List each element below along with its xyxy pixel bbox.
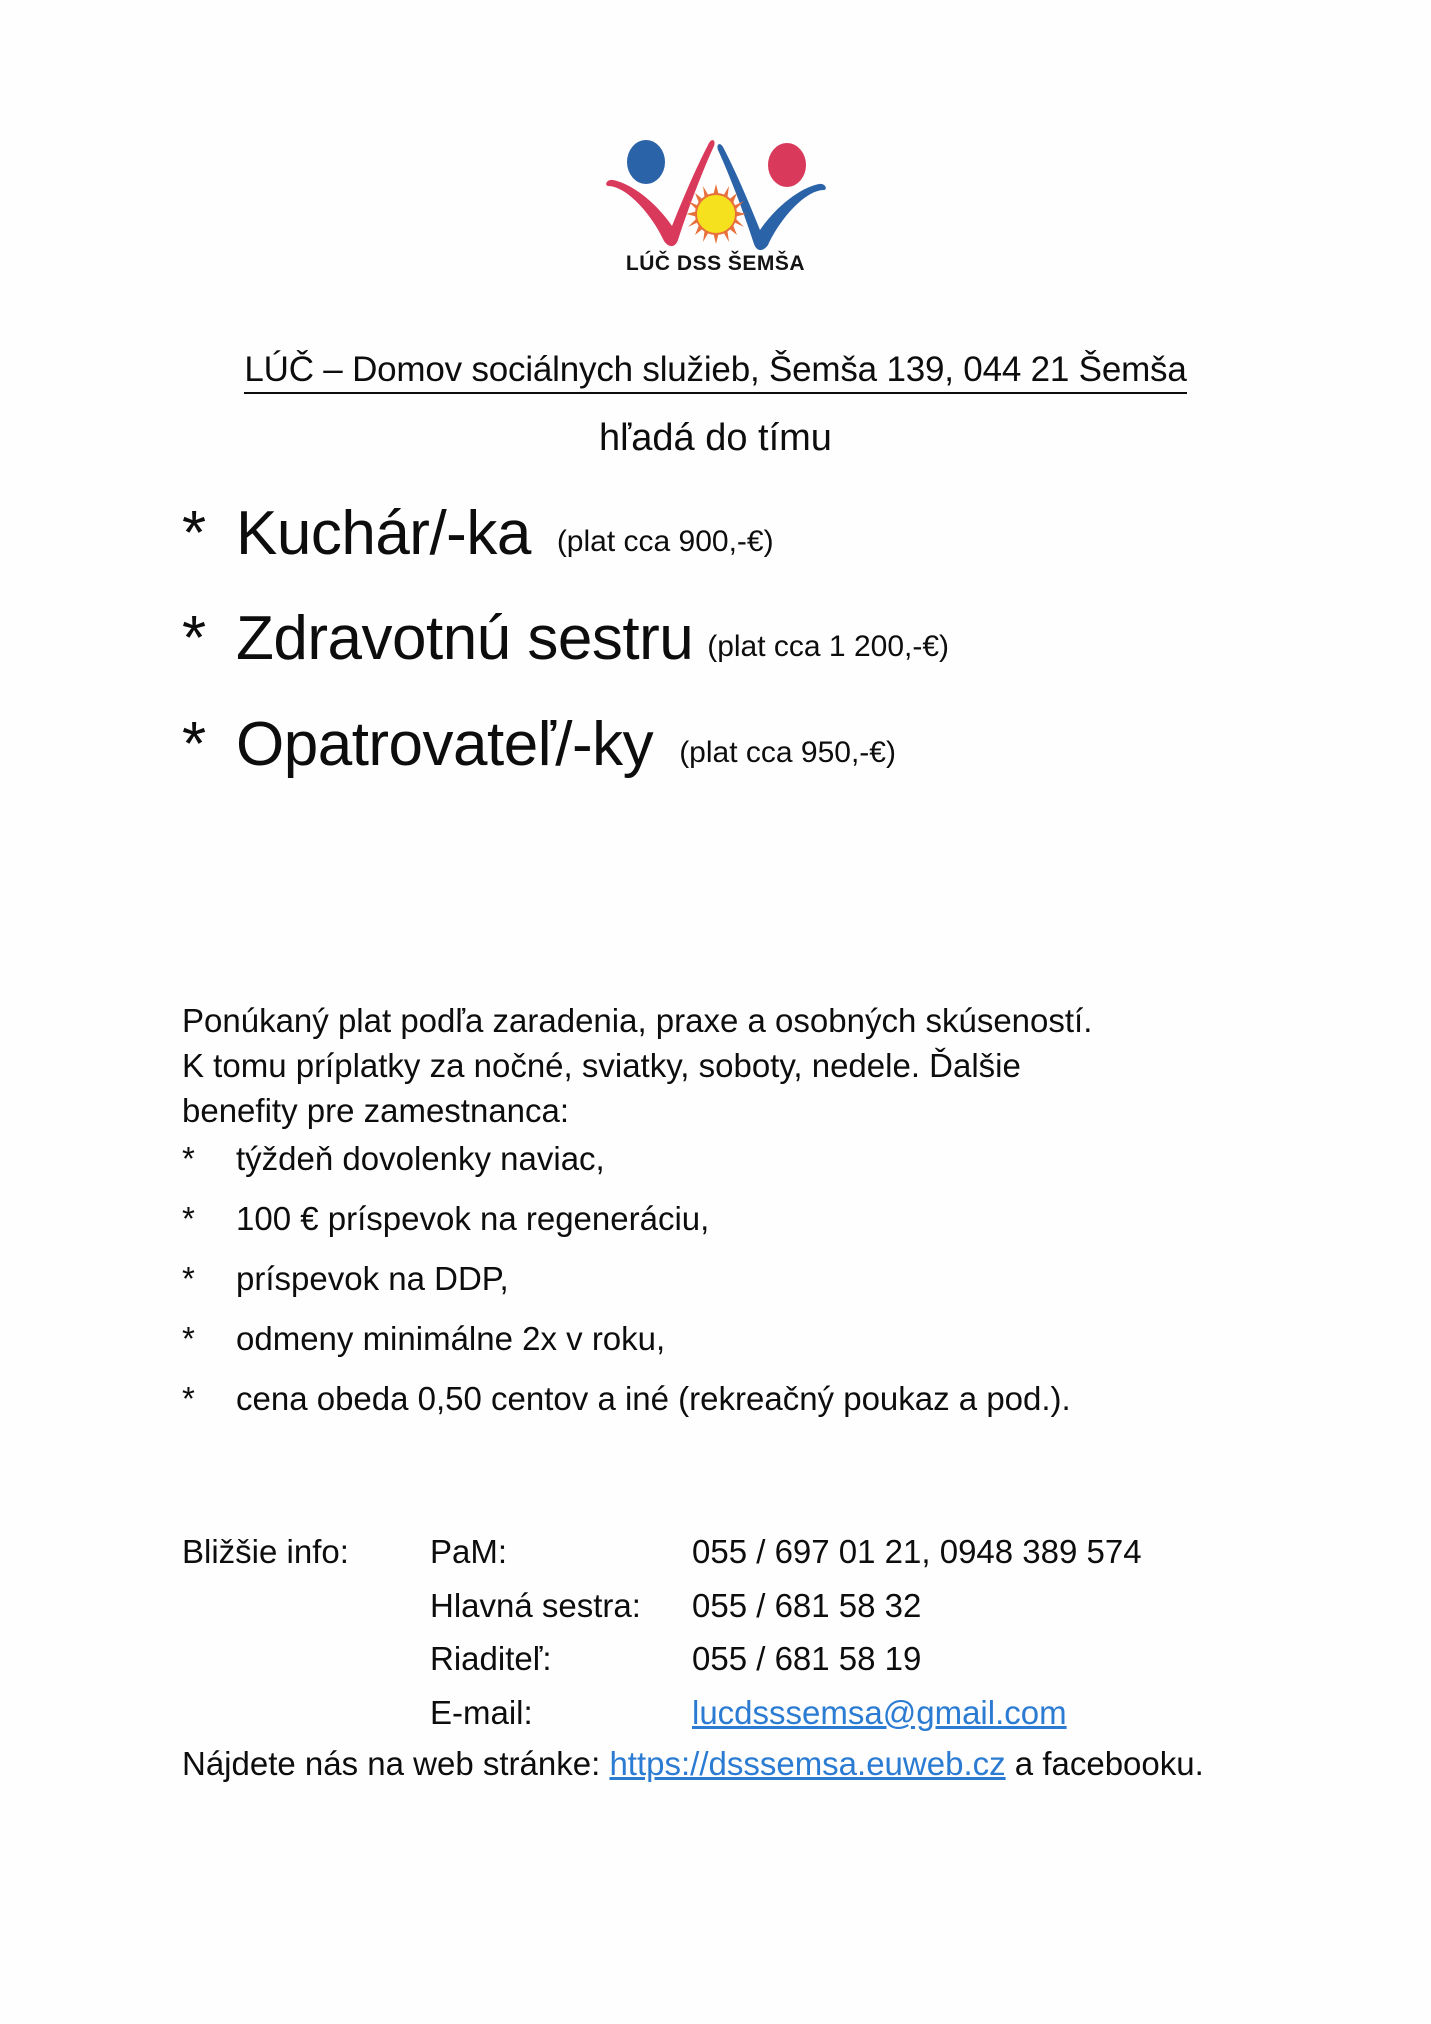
contact-row-director (182, 1637, 1362, 1681)
contact-row-pam (182, 1530, 1362, 1574)
benefit-item (182, 1378, 1362, 1421)
luc-dss-semsa-logo-icon (591, 128, 841, 258)
contact-email-label: E-mail: (430, 1693, 533, 1731)
website-url-link[interactable]: https://dsssemsa.euweb.cz (609, 1745, 1006, 1782)
benefit-label: odmeny minimálne 2x v roku, (236, 1319, 666, 1357)
bullet-asterisk-icon: * (182, 1140, 195, 1177)
contact-email-link[interactable]: lucdsssemsa@gmail.com (692, 1693, 1067, 1731)
benefit-label: týždeň dovolenky naviac, (236, 1140, 605, 1177)
benefit-label: cena obeda 0,50 centov a iné (rekreačný poukaz a pod.). (236, 1379, 1071, 1417)
contact-role-label: Riaditeľ: (430, 1640, 552, 1678)
offer-paragraph: K tomu príplatky za nočné, sviatky, soboty, nedele. Ďalšie (182, 1046, 1021, 1084)
contact-lead-label: Bližšie info: (182, 1533, 349, 1570)
bullet-asterisk-icon: * (182, 709, 207, 779)
sun-core (696, 194, 736, 234)
job-title: Zdravotnú sestru (236, 604, 694, 674)
website-line (182, 1745, 1382, 1783)
benefit-item (182, 1258, 1362, 1301)
offer-description (182, 1000, 1362, 1135)
job-salary: (plat cca 900,-€) (556, 525, 774, 558)
benefit-item (182, 1318, 1362, 1361)
job-openings-list (182, 498, 1342, 814)
contact-phone-value: 055 / 697 01 21, 0948 389 574 (692, 1533, 1142, 1570)
benefit-item (182, 1198, 1362, 1241)
bullet-asterisk-icon: * (182, 1199, 195, 1237)
contact-phone-value: 055 / 681 58 32 (692, 1586, 922, 1624)
benefits-list (182, 1138, 1362, 1437)
organization-address (0, 350, 1431, 390)
bullet-asterisk-icon: * (182, 1379, 195, 1417)
bullet-asterisk-icon: * (182, 604, 207, 674)
bullet-asterisk-icon: * (182, 1259, 195, 1297)
job-listing-item (182, 603, 1342, 674)
offer-paragraph: benefity pre zamestnanca: (182, 1091, 570, 1129)
organization-address-text: LÚČ – Domov sociálnych služieb, Šemša 139, 044 21 Šemša (244, 350, 1186, 394)
benefit-label: príspevok na DDP, (236, 1259, 509, 1297)
bullet-asterisk-icon: * (182, 1319, 195, 1357)
contact-role-label: PaM: (430, 1533, 508, 1570)
job-title: Kuchár/-ka (236, 499, 531, 568)
logo-caption: LÚČ DSS ŠEMŠA (625, 252, 806, 275)
website-suffix-text: a facebooku. (1014, 1745, 1204, 1782)
job-listing-item (182, 498, 1342, 569)
organization-logo (0, 128, 1431, 276)
contact-role-label: Hlavná sestra: (430, 1586, 641, 1624)
website-prefix-text: Nájdete nás na web stránke: (182, 1745, 601, 1782)
offer-paragraph: Ponúkaný plat podľa zaradenia, praxe a osobných skúseností. (182, 1002, 1093, 1039)
job-title: Opatrovateľ/-ky (236, 709, 654, 779)
benefit-label: 100 € príspevok na regeneráciu, (236, 1199, 710, 1237)
job-salary: (plat cca 950,-€) (679, 735, 896, 769)
page-subtitle: hľadá do tímu (599, 417, 832, 459)
contact-section (182, 1530, 1362, 1744)
contact-row-email (182, 1691, 1362, 1735)
bullet-asterisk-icon: * (182, 499, 207, 568)
job-listing-item (182, 709, 1342, 780)
benefit-item (182, 1138, 1362, 1181)
contact-row-head-nurse (182, 1584, 1362, 1628)
contact-phone-value: 055 / 681 58 19 (692, 1640, 922, 1678)
job-salary: (plat cca 1 200,-€) (707, 630, 950, 664)
